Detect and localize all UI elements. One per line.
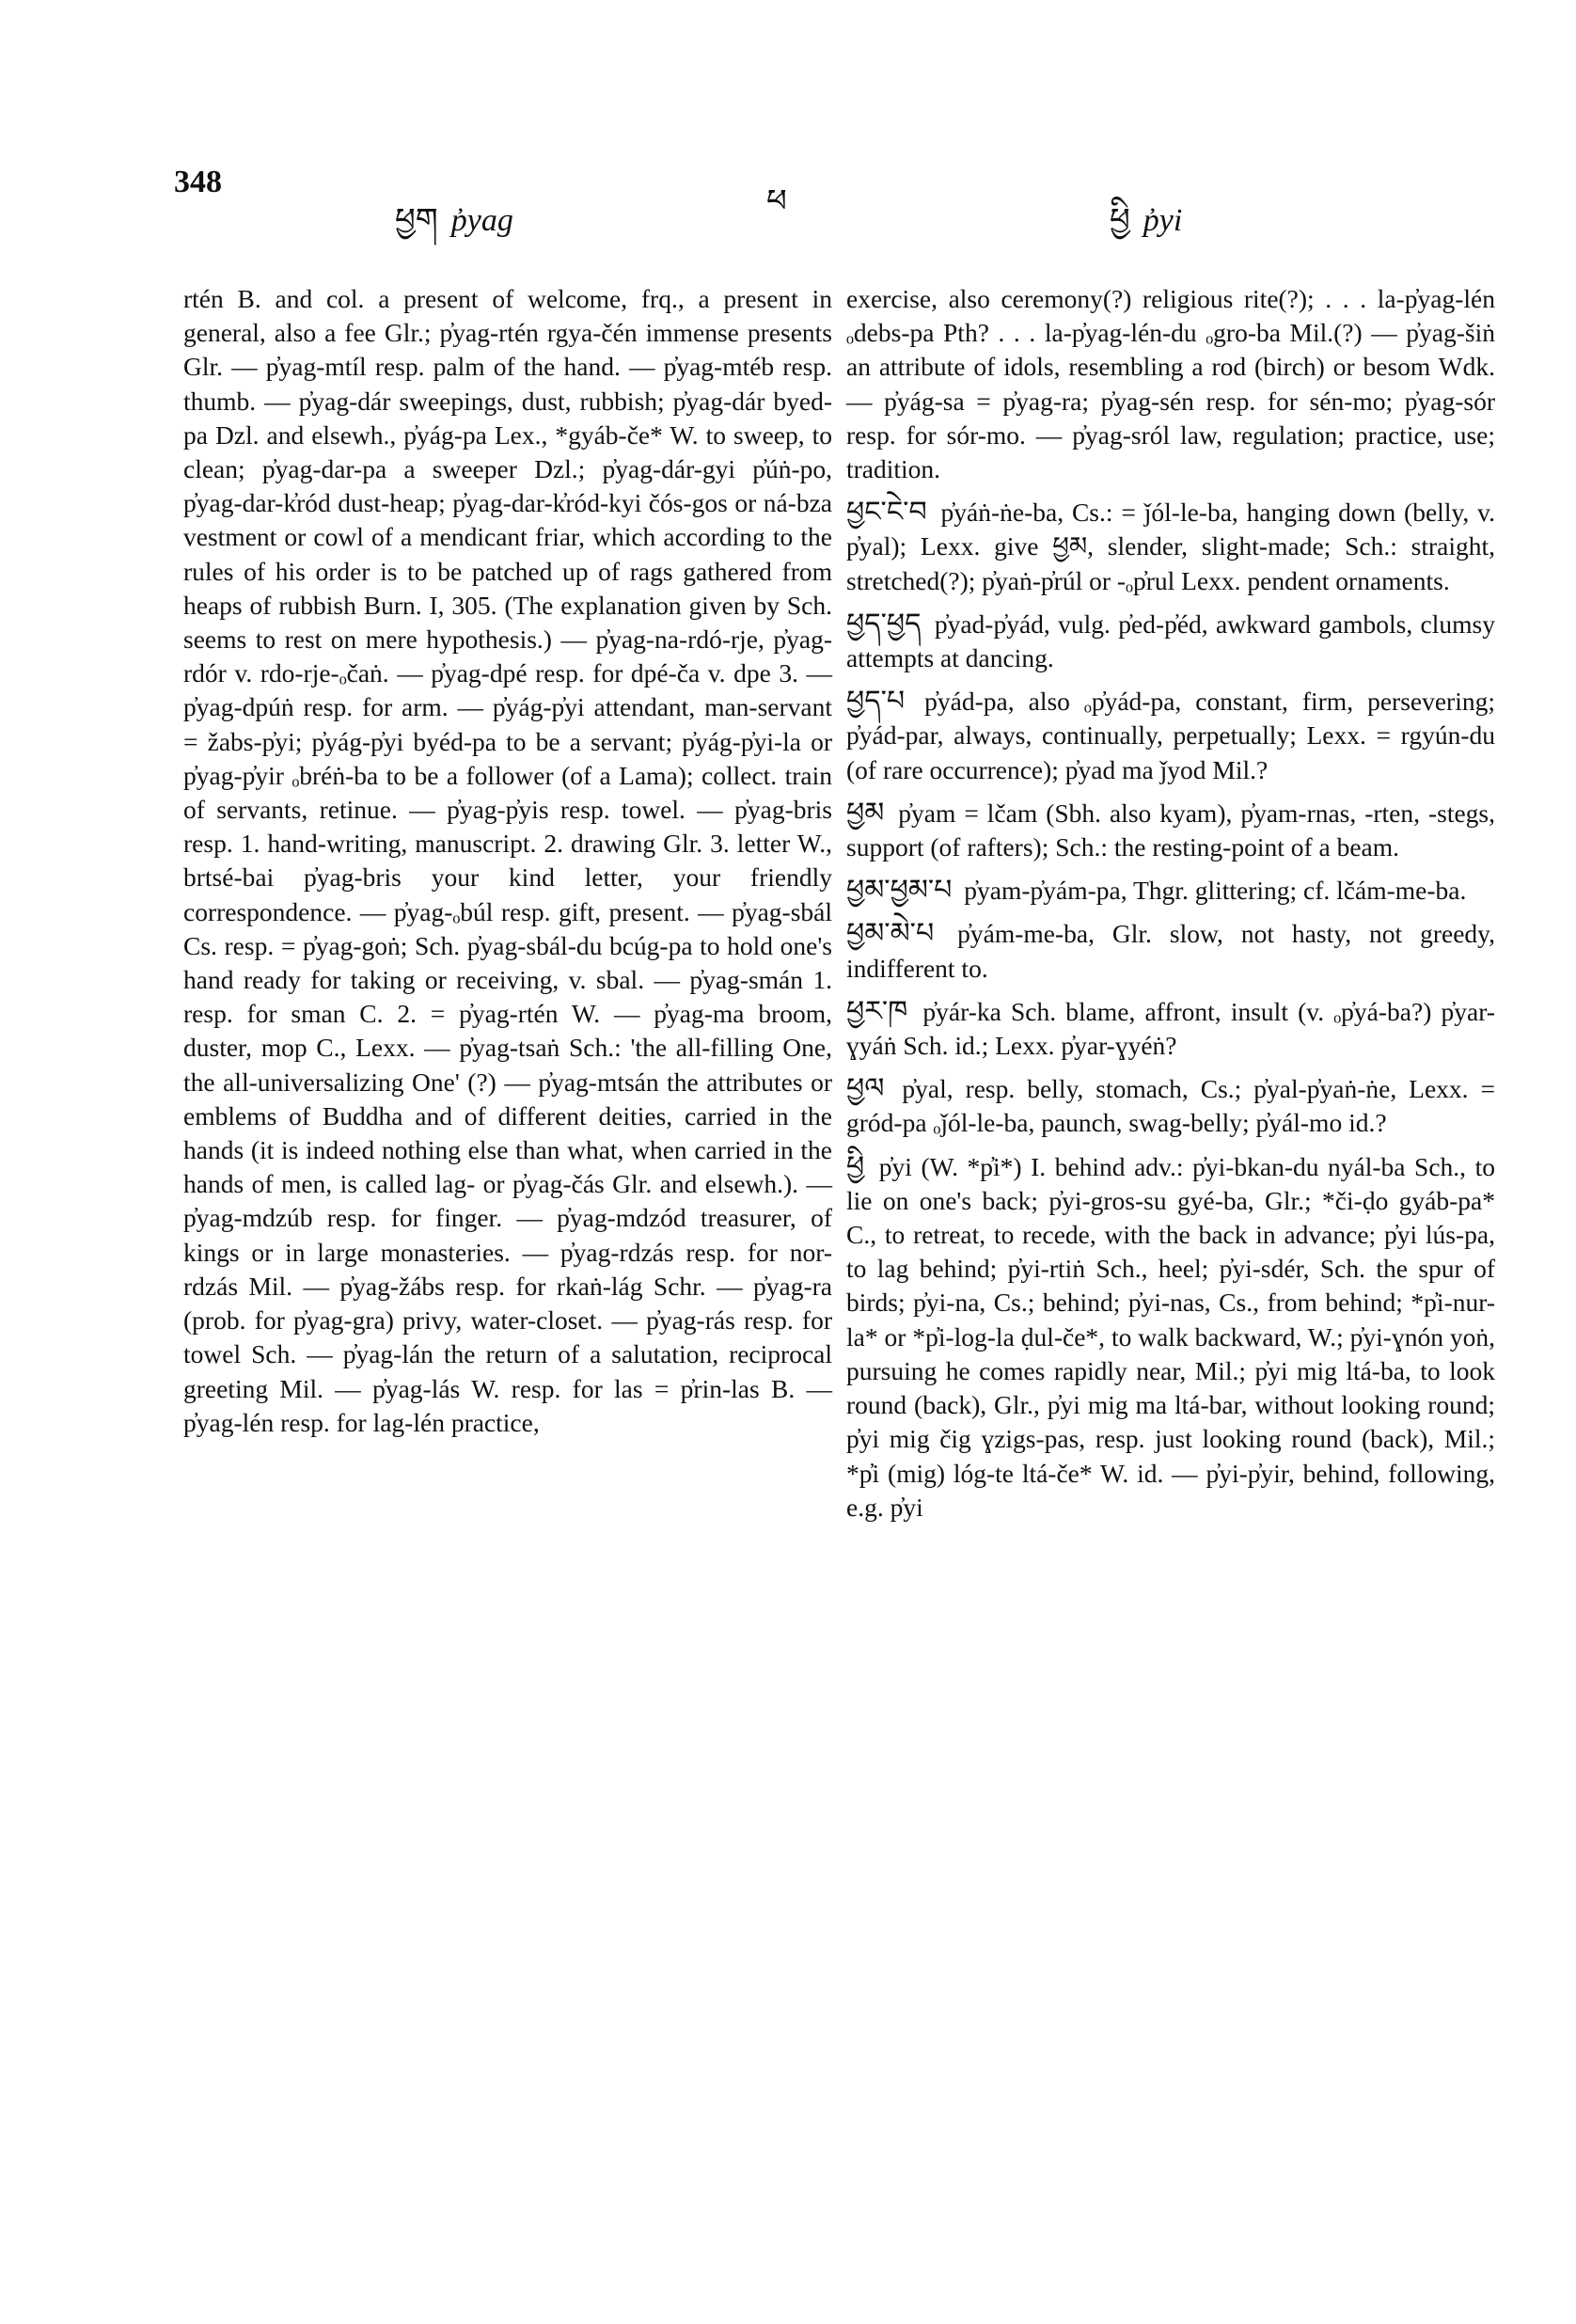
entry-text: p̓yád-pa, also ₒp̓yád-pa, constant, firm, persevering; p̓yád-par, always, continually, perpetually; Lexx. = rgyún-du (of rare occurrence); p̓yad ma ǰyod Mil.? — [846, 687, 1495, 784]
headword-left-tibetan: ཕྱག — [395, 201, 438, 239]
entry-text: p̓yal, resp. belly, stomach, Cs.; p̓yal-p̓yaṅ-ṅe, Lexx. = gród-pa ₒǰól-le-ba, paunch, swag-belly; p̓yál-mo id.? — [846, 1074, 1496, 1138]
entry-text: p̓yad-p̓yád, vulg. p̓ed-p̓éd, awkward gambols, clumsy attempts at dancing. — [846, 609, 1495, 673]
running-headword-right — [1110, 183, 1182, 274]
running-headword-left — [395, 183, 513, 274]
page-header — [0, 165, 1576, 268]
entry-text: p̓yár-ka Sch. blame, affront, insult (v. ₒp̓yá-ba?) p̓yar-ɣyáṅ Sch. id.; Lexx. p̓yar-ɣyéṅ? — [846, 996, 1495, 1061]
headword-right-tibetan: ཕྱི — [1110, 201, 1130, 239]
entry-tibetan: ཕྱལ — [846, 1072, 885, 1106]
entry-tibetan: ཕྱི — [846, 1149, 865, 1183]
entry-tibetan: ཕྱར་ཁ — [846, 994, 908, 1028]
dictionary-entry — [846, 685, 1495, 787]
left-column-text: rtén B. and col. a present of welcome, frq., a present in general, also a fee Glr.; p̓yag-rtén rgya-čén immense presents Glr. — p̓yag-mtíl resp. palm of the hand. — p̓yag-mtéb resp. thumb. — p̓yag-dár sweepings, dust, rubbish; p̓yag-dár byed-pa Dzl. and elsewh., p̓yág-pa Lex., *gyáb-če* W. to sweep, to clean; p̓yag-dar-pa a sweeper Dzl.; p̓yag-dár-gyi p̓úṅ-po, p̓yag-dar-k̓ród dust-heap; p̓yag-dar-k̓ród-kyi čós-gos or ná-bza vestment or cowl of a mendicant friar, which according to the rules of his order is to be patched up of rags gathered from heaps of rubbish Burn. I, 305. (The explanation given by Sch. seems to rest on mere hypothesis.) — p̓yag-na-rdó-rje, p̓yag-rdór v. rdo-rje-ₒčaṅ. — p̓yag-dpé resp. for dpé-ča v. dpe 3. — p̓yag-dpúṅ resp. for arm. — p̓yág-p̓yi attendant, man-servant = žabs-p̓yi; p̓yág-p̓yi byéd-pa to be a servant; p̓yág-p̓yi-la or p̓yag-p̓yir ₒbréṅ-ba to be a follower (of a Lama); collect. train of servants, retinue. — p̓yag-p̓yis resp. towel. — p̓yag-bris resp. 1. hand-writing, manuscript. 2. drawing Glr. 3. letter W., brtsé-bai p̓yag-bris your kind letter, your friendly correspondence. — p̓yag-ₒbúl resp. gift, present. — p̓yag-sbál Cs. resp. = p̓yag-goṅ; Sch. p̓yag-sbál-du bcúg-pa to hold one's hand ready for taking or receiving, v. sbal. — p̓yag-smán 1. resp. for sman C. 2. = p̓yag-rtén W. — p̓yag-ma broom, duster, mop C., Lexx. — p̓yag-tsaṅ Sch.: 'the all-filling One, the all-universalizing One' (?) — p̓yag-mtsán the attributes or emblems of Buddha and of different deities, carried in the hands (it is indeed nothing else than what, when carried in the hands of men, is called lag- or p̓yag-čás Glr. and elsewh.). — p̓yag-mdzúb resp. for finger. — p̓yag-mdzód treasurer, of kings or in large monasteries. — p̓yag-rdzás resp. for nor-rdzás Mil. — p̓yag-žábs resp. for rkaṅ-lág Schr. — p̓yag-ra (prob. for p̓yag-gra) privy, water-closet. — p̓yag-rás resp. for towel Sch. — p̓yag-lán the return of a salutation, reciprocal greeting Mil. — p̓yag-lás W. resp. for las = p̓rin-las B. — p̓yag-lén resp. for lag-lén practice, — [183, 284, 832, 1437]
entry-text: p̓yáṅ-ṅe-ba, Cs.: = ǰól-le-ba, hanging down (belly, v. p̓yal); Lexx. give ཕྱམ, slender, slight-made; Sch.: straight, stretched(?); p̓yaṅ-p̓rúl or -ₒp̓rul Lexx. pendent ornaments. — [846, 498, 1495, 595]
dictionary-entry — [846, 797, 1495, 864]
entry-tibetan: ཕྱད་ཕྱད — [846, 607, 922, 640]
right-column — [846, 282, 1495, 1525]
dictionary-entry — [846, 608, 1495, 675]
page-number: 348 — [174, 165, 222, 199]
dictionary-entry — [846, 917, 1495, 985]
entry-tibetan: ཕྱང་ངེ་བ — [846, 496, 927, 530]
entry-tibetan: ཕྱམ — [846, 796, 885, 830]
dictionary-entry — [846, 1150, 1495, 1525]
entry-text: p̓yam-p̓yám-pa, Thgr. glittering; cf. lčám-me-ba. — [964, 876, 1467, 906]
entry-tibetan: ཕྱམ་མེ་པ — [846, 917, 935, 951]
entry-tibetan: ཕྱམ་ཕྱམ་པ — [846, 874, 953, 908]
dictionary-entry — [846, 874, 1495, 908]
headword-right-romanized: p̓yi — [1143, 203, 1183, 238]
entry-text: p̓yám-me-ba, Glr. slow, not hasty, not greedy, indifferent to. — [846, 919, 1496, 983]
entry-text: p̓yam = lčam (Sbh. also kyam), p̓yam-rnas, -rten, -stegs, support (of rafters); Sch.: the resting-point of a beam. — [846, 798, 1495, 862]
entry-text: p̓yi (W. *p̓i*) I. behind adv.: p̓yi-bkan-du nyál-ba Sch., to lie on one's back; p̓yi-gros-su gyé-ba, Glr.; *či-ḍo gyáb-pa* C., to retreat, to recede, with the back in advance; p̓yi lús-pa, to lag behind; p̓yi-rtiṅ Sch., heel; p̓yi-sdér, Sch. the spur of birds; p̓yi-na, Cs.; behind; p̓yi-nas, Cs., from behind; *p̓i-nur-la* or *p̓i-log-la ḍul-če*, to walk backward, W.; p̓yi-ɣnón yoṅ, pursuing he comes rapidly near, Mil.; p̓yi mig ltá-ba, to look round (back), Glr., p̓yi mig ma ltá-bar, without looking round; p̓yi mig čig ɣzigs-pas, resp. just looking round (back), Mil.; *p̓i (mig) lóg-te ltá-če* W. id. — p̓yi-p̓yir, behind, following, e.g. p̓yi — [846, 1151, 1496, 1522]
dictionary-entry — [846, 995, 1495, 1063]
right-column-intro: exercise, also ceremony(?) religious rite(?); . . . la-p̓yag-lén ₒdebs-pa Pth? . . . la-p̓yag-lén-du ₒgro-ba Mil.(?) — p̓yag-šiṅ an attribute of idols, resembling a rod (birch) or besom Wdk. — p̓yág-sa = p̓yag-ra; p̓yag-sén resp. for sén-mo; p̓yag-sór resp. for sór-mo. — p̓yag-sról law, regulation; practice, use; tradition. — [846, 284, 1495, 484]
dictionary-entry — [846, 496, 1495, 598]
left-column — [183, 282, 832, 1440]
section-letter: ཕ — [766, 182, 787, 220]
entry-tibetan: ཕྱད་པ — [846, 685, 906, 719]
dictionary-entry — [846, 1072, 1495, 1140]
headword-left-romanized: p̓yag — [450, 203, 513, 238]
